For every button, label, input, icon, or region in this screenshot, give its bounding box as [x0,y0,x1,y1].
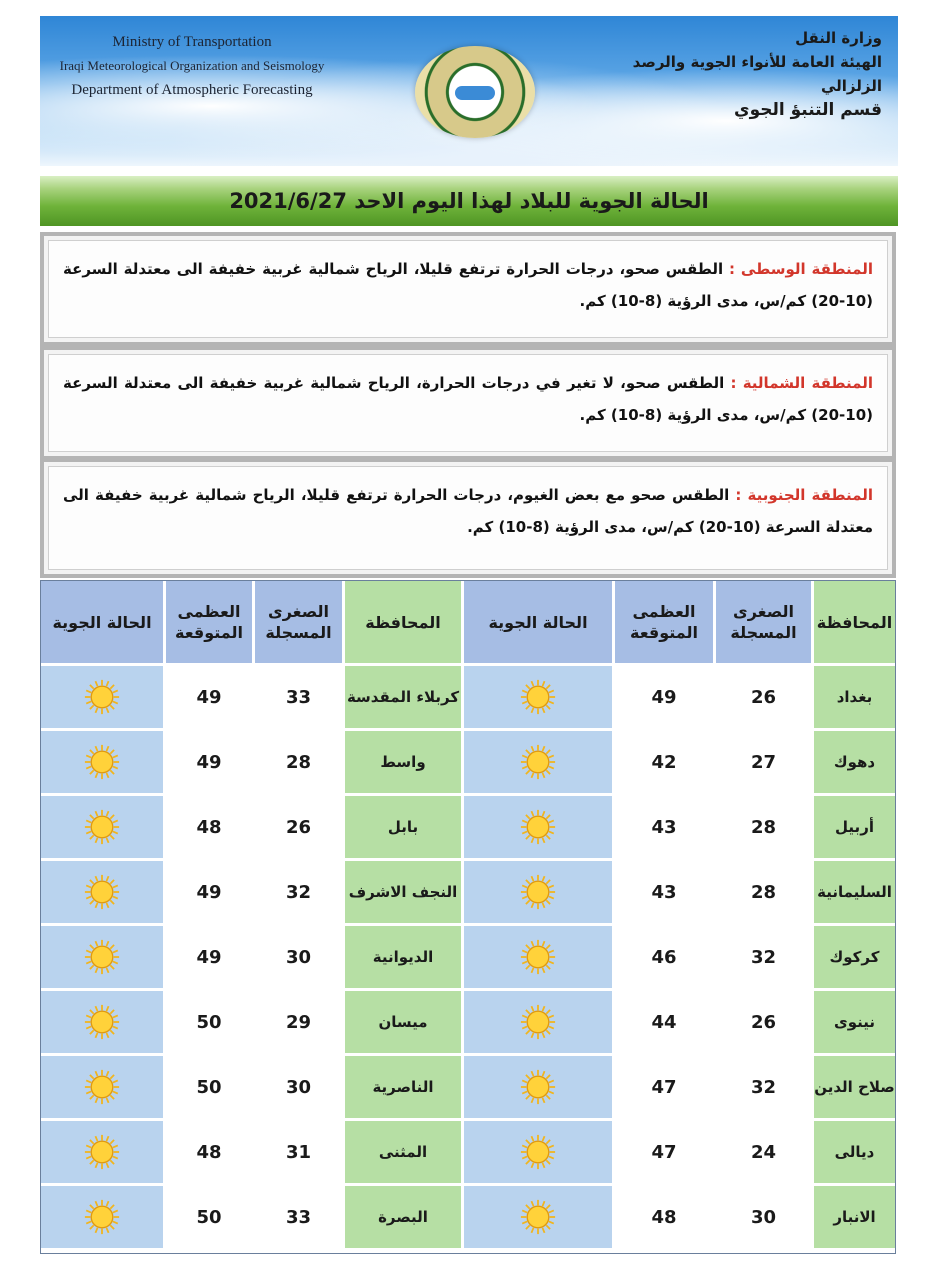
sun-icon [84,679,120,715]
sun-icon [520,939,556,975]
min-temp-cell: 33 [255,666,342,728]
weather-cell [41,1121,163,1183]
weather-cell [464,861,612,923]
max-temp-cell: 48 [615,1186,713,1248]
max-temp-cell: 50 [166,1056,252,1118]
min-temp-cell: 28 [716,796,811,858]
max-temp-cell: 43 [615,796,713,858]
weather-cell [464,1056,612,1118]
region-text: الطقس صحو، لا تغير في درجات الحرارة، الرياح شمالية غربية خفيفة الى معتدلة السرعة (10-20) كم/س، مدى الرؤية (8-10) كم. [63,374,873,424]
min-temp-cell: 26 [255,796,342,858]
province-cell: ميسان [345,991,461,1053]
weather-cell [464,926,612,988]
max-temp-cell: 49 [166,666,252,728]
sun-icon [84,1004,120,1040]
max-temp-cell: 46 [615,926,713,988]
max-temp-cell: 48 [166,796,252,858]
department-name-ar: قسم التنبؤ الجوي [734,100,882,120]
max-temp-cell: 47 [615,1121,713,1183]
weather-cell [41,926,163,988]
organization-logo [415,46,535,138]
max-temp-cell: 49 [615,666,713,728]
province-cell: الانبار [814,1186,895,1248]
weather-cell [41,666,163,728]
province-cell: ديالى [814,1121,895,1183]
sun-icon [520,1004,556,1040]
sun-icon [84,809,120,845]
province-cell: النجف الاشرف [345,861,461,923]
header-weather-left: الحالة الجوية [41,581,163,663]
sun-icon [84,1134,120,1170]
province-cell: بابل [345,796,461,858]
sun-icon [520,809,556,845]
header-arabic [582,26,882,122]
region-north [40,346,896,460]
max-temp-cell: 48 [166,1121,252,1183]
region-text: الطقس صحو، درجات الحرارة ترتفع قليلا، الرياح شمالية غربية خفيفة الى معتدلة السرعة (10-20) كم/س، مدى الرؤية (8-10) كم. [63,260,873,310]
region-name: المنطقة الوسطى : [729,260,874,278]
min-temp-cell: 33 [255,1186,342,1248]
region-name: المنطقة الجنوبية : [735,486,873,504]
header-english [52,30,332,102]
sun-icon [84,744,120,780]
header-weather-right: الحالة الجوية [464,581,612,663]
max-temp-cell: 49 [166,731,252,793]
header-max-left: العظمى المتوقعة [166,581,252,663]
province-cell: صلاح الدين [814,1056,895,1118]
weather-cell [41,1186,163,1248]
header-min-right: الصغرى المسجلة [716,581,811,663]
max-temp-cell: 50 [166,991,252,1053]
weather-cell [41,731,163,793]
province-cell: المثنى [345,1121,461,1183]
weather-cell [464,666,612,728]
min-temp-cell: 30 [255,1056,342,1118]
region-text: الطقس صحو مع بعض الغيوم، درجات الحرارة ترتفع قليلا، الرياح شمالية غربية خفيفة الى معتدلة السرعة (10-20) كم/س، مدى الرؤية (8-10) كم. [63,486,873,536]
header-province-left: المحافظة [345,581,461,663]
max-temp-cell: 42 [615,731,713,793]
min-temp-cell: 32 [255,861,342,923]
organization-name-ar: الهيئة العامة للأنواء الجوية والرصد الزلزالي [632,53,882,95]
max-temp-cell: 44 [615,991,713,1053]
sun-icon [84,1069,120,1105]
header-max-right: العظمى المتوقعة [615,581,713,663]
province-cell: أربيل [814,796,895,858]
header-min-left: الصغرى المسجلة [255,581,342,663]
weather-cell [41,991,163,1053]
title-bar [40,176,898,226]
sun-icon [520,679,556,715]
min-temp-cell: 31 [255,1121,342,1183]
min-temp-cell: 26 [716,666,811,728]
max-temp-cell: 49 [166,926,252,988]
min-temp-cell: 32 [716,926,811,988]
min-temp-cell: 28 [255,731,342,793]
header-banner [40,16,898,166]
header-province-right: المحافظة [814,581,895,663]
department-name-en: Department of Atmospheric Forecasting [71,82,313,98]
sun-icon [520,1199,556,1235]
max-temp-cell: 49 [166,861,252,923]
min-temp-cell: 26 [716,991,811,1053]
sun-icon [520,744,556,780]
page-title: الحالة الجوية للبلاد لهذا اليوم الاحد 2021/6/27 [229,189,709,213]
sun-icon [520,1134,556,1170]
min-temp-cell: 24 [716,1121,811,1183]
max-temp-cell: 43 [615,861,713,923]
ministry-name-ar: وزارة النقل [795,29,882,47]
province-cell: السليمانية [814,861,895,923]
weather-cell [464,1186,612,1248]
min-temp-cell: 28 [716,861,811,923]
weather-cell [464,731,612,793]
sun-icon [84,1199,120,1235]
region-name: المنطقة الشمالية : [730,374,873,392]
region-south [40,458,896,578]
max-temp-cell: 50 [166,1186,252,1248]
province-cell: الناصرية [345,1056,461,1118]
province-cell: الديوانية [345,926,461,988]
weather-cell [464,991,612,1053]
weather-cell [464,1121,612,1183]
min-temp-cell: 27 [716,731,811,793]
min-temp-cell: 30 [716,1186,811,1248]
province-cell: البصرة [345,1186,461,1248]
sun-icon [520,1069,556,1105]
ministry-name-en: Ministry of Transportation [112,34,272,50]
weather-cell [41,861,163,923]
province-cell: كربلاء المقدسة [345,666,461,728]
sun-icon [520,874,556,910]
province-cell: بغداد [814,666,895,728]
weather-cell [41,796,163,858]
organization-name-en: Iraqi Meteorological Organization and Seismology [59,58,325,73]
cloud-icon [455,86,495,100]
weather-cell [464,796,612,858]
province-cell: نينوى [814,991,895,1053]
min-temp-cell: 29 [255,991,342,1053]
sun-icon [84,874,120,910]
weather-cell [41,1056,163,1118]
forecast-table [40,580,896,1254]
min-temp-cell: 30 [255,926,342,988]
max-temp-cell: 47 [615,1056,713,1118]
sun-icon [84,939,120,975]
region-central [40,232,896,346]
province-cell: دهوك [814,731,895,793]
province-cell: كركوك [814,926,895,988]
min-temp-cell: 32 [716,1056,811,1118]
province-cell: واسط [345,731,461,793]
